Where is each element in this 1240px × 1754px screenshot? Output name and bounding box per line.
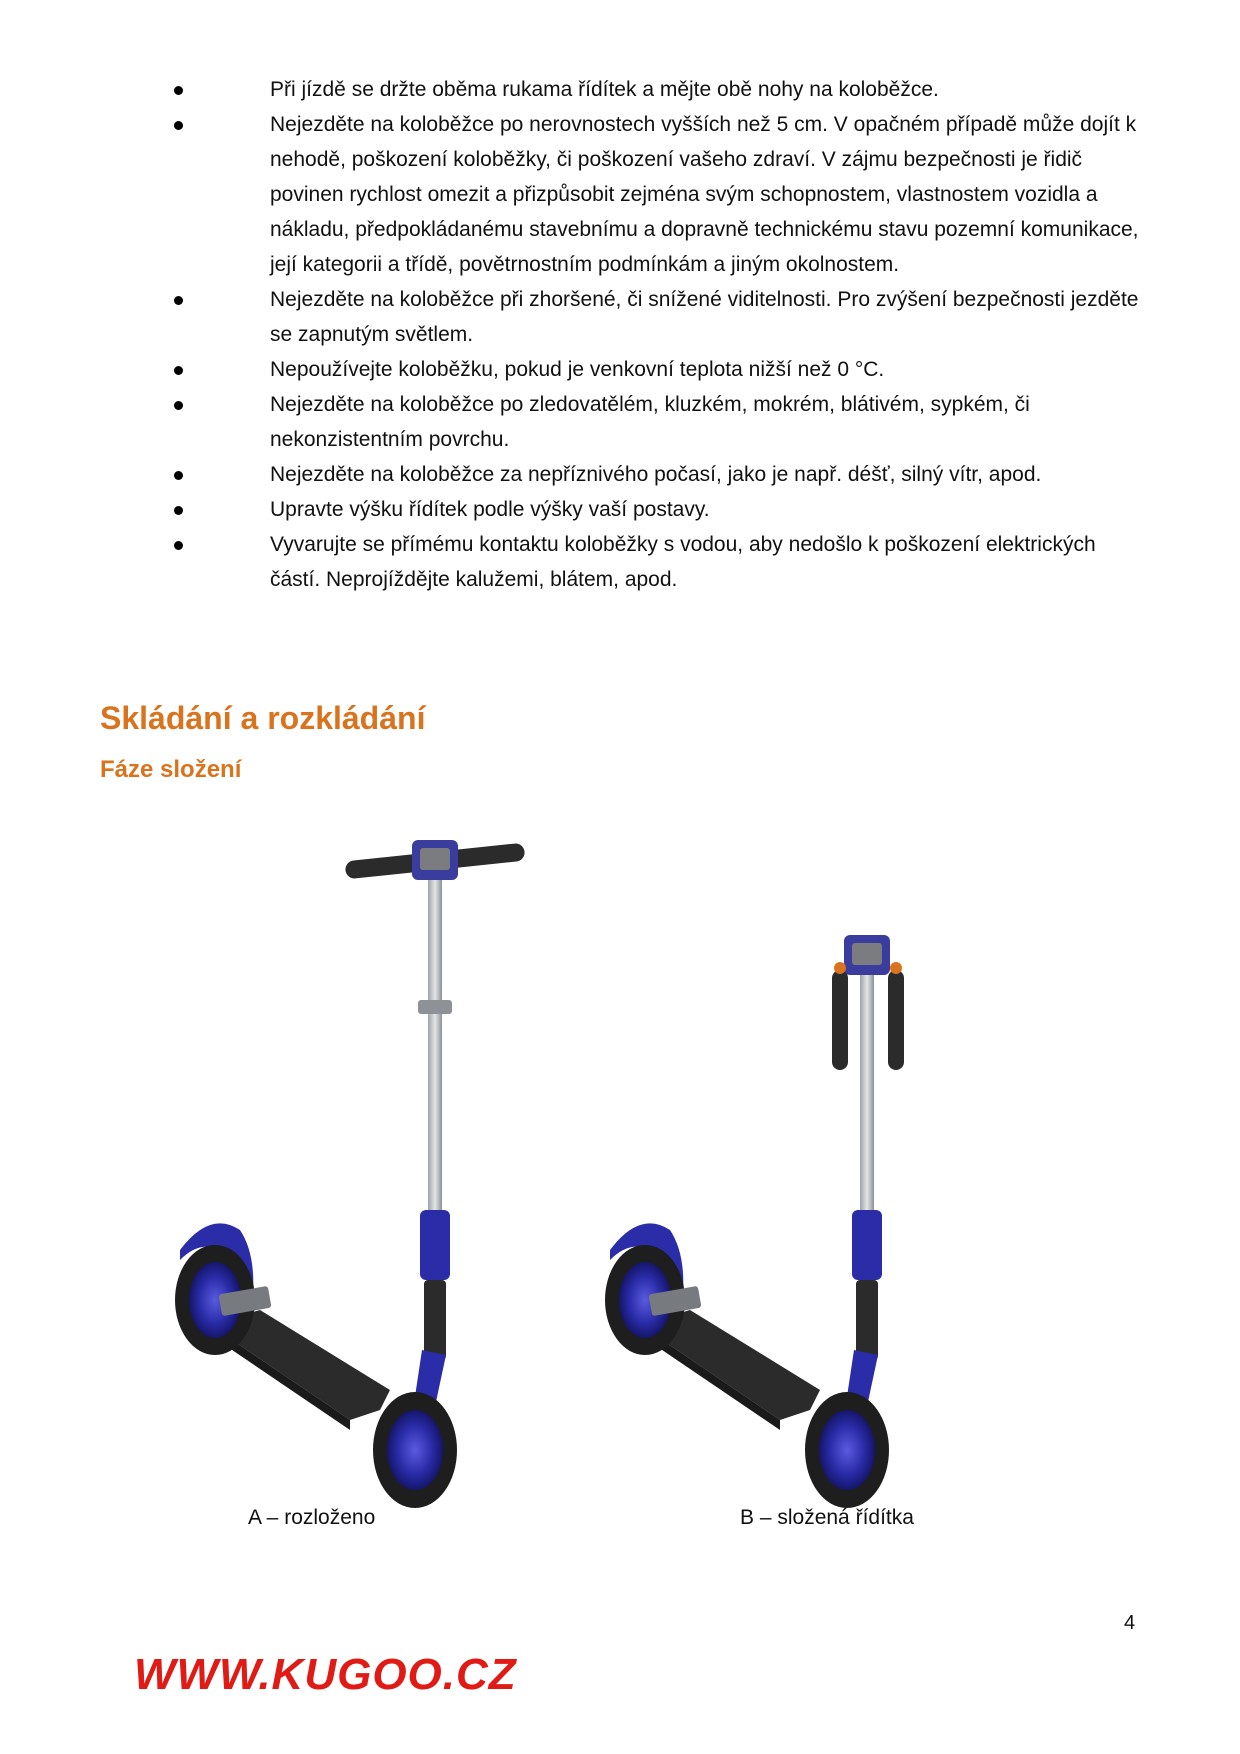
bullet-text: Nejezděte na koloběžce po nerovnostech vyšších než 5 cm. V opačném případě může dojít k nehodě, poškození koloběžky, či poškození vašeho zdraví. V zájmu bezpečnosti je řidič povinen rychlost omezit a přizpůsobit zejména svým schopnostem, vlastnostem vozidla a nákladu, předpokládanému stavebnímu a dopravně technickému stavu pozemní komunikace, její kategorii a třídě, povětrnostním podmínkám a jiným okolnostem. [270,113,1139,276]
bullet-icon [174,121,183,130]
stem-clamp [418,1000,452,1014]
display-box [420,848,450,870]
bullet-text: Nejezděte na koloběžce při zhoršené, či snížené viditelnosti. Pro zvýšení bezpečnosti jezděte se zapnutým světlem. [270,288,1139,346]
list-item [0,457,1240,492]
figure-b-caption: B – složená řídítka [740,1506,914,1529]
bullet-text: Nejezděte na koloběžce po zledovatělém, kluzkém, mokrém, blátivém, sypkém, či nekonzistentním povrchu. [270,393,1030,451]
brake-lever-left [834,962,846,974]
bullet-icon [174,541,183,550]
bullet-icon [174,401,183,410]
bullet-icon [174,296,183,305]
list-item [0,352,1240,387]
footer-website-link[interactable]: WWW.KUGOO.CZ [134,1650,517,1699]
stem-lower [420,1210,450,1280]
bullet-text: Vyvarujte se přímému kontaktu koloběžky s vodou, aby nedošlo k poškození elektrických částí. Neprojíždějte kalužemi, blátem, apod. [270,533,1096,591]
list-item [0,527,1240,597]
bullet-text: Nepoužívejte koloběžku, pokud je venkovní teplota nižší než 0 °C. [270,358,885,381]
list-item [0,72,1240,107]
list-item [0,387,1240,457]
scooter-folded-illustration [600,830,960,1510]
scooter-unfolded-illustration [170,830,530,1510]
front-wheel-hub [387,1410,443,1490]
folded-grip-left [832,970,848,1070]
suspension [424,1280,446,1360]
bullet-icon [174,86,183,95]
suspension [856,1280,878,1360]
bullet-icon [174,506,183,515]
figure-a-caption: A – rozloženo [248,1506,376,1529]
bullet-icon [174,471,183,480]
display-box [852,943,882,965]
bullet-icon [174,366,183,375]
section-title: Skládání a rozkládání [100,700,426,736]
page-number: 4 [1124,1612,1136,1634]
list-item [0,282,1240,352]
stem [428,880,442,1210]
stem [860,975,874,1210]
list-item [0,492,1240,527]
bullet-text: Nejezděte na koloběžce za nepříznivého počasí, jako je např. déšť, silný vítr, apod. [270,463,1042,486]
safety-bullet-list [0,72,1240,597]
bullet-text: Při jízdě se držte oběma rukama řídítek a mějte obě nohy na koloběžce. [270,78,939,101]
list-item [0,107,1240,282]
front-wheel-hub [819,1410,875,1490]
stem-lower [852,1210,882,1280]
section-subtitle: Fáze složení [100,756,242,783]
folded-grip-right [888,970,904,1070]
bullet-text: Upravte výšku řídítek podle výšky vaší postavy. [270,498,710,521]
brake-lever-right [890,962,902,974]
